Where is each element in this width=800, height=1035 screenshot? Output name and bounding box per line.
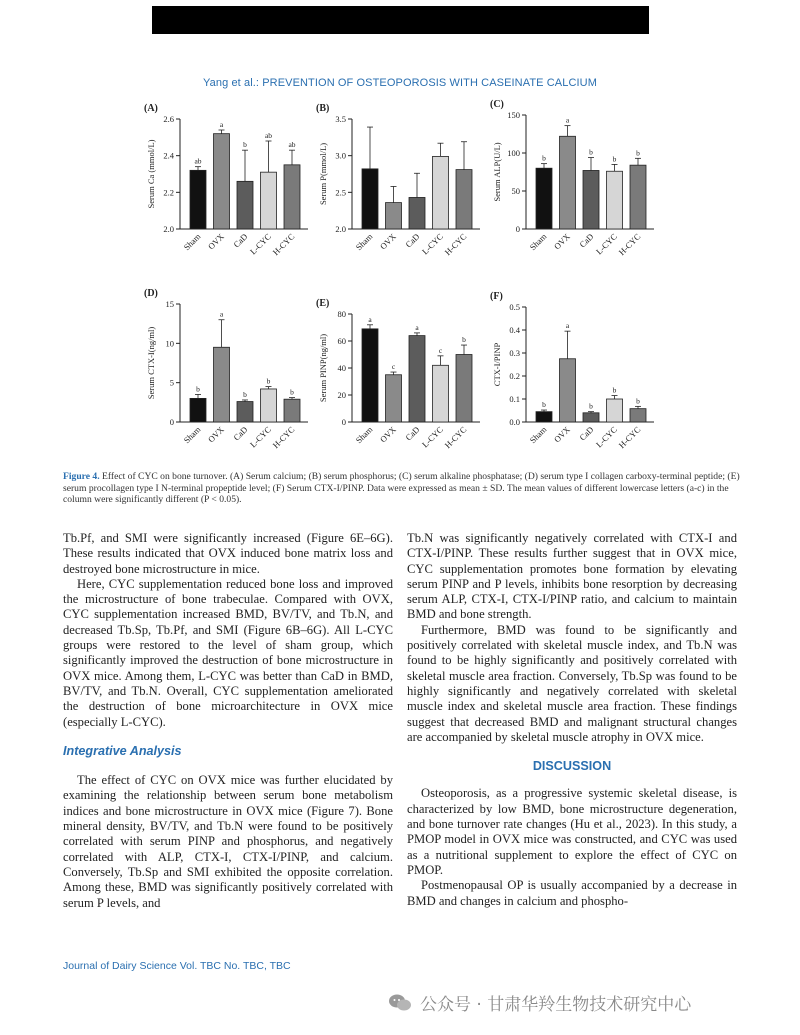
bar — [190, 170, 206, 229]
y-tick-label: 0 — [169, 417, 174, 427]
paragraph: Here, CYC supplementation reduced bone loss and improved the microstructure of bone trabeculae. Compared with OVX, CYC supplementation increased BMD, BV/TV, and Tb.N, and decreased Tb.Sp, Tb.Pf, and SMI (Figure 6B–6G). All L-CYC groups were restored to the level of sham group, which significantly improved the destruction of bone microstructure in OVX mice. Among them, L-CYC was better than CaD in BMD, BV/TV, and Tb.N. Overall, CYC supplementation ameliorated the destruction of bone microarchitecture in OVX mice (especially L-CYC). — [63, 576, 393, 729]
paragraph: Osteoporosis, as a progressive systemic skeletal disease, is characterized by low BMD, bone microstructure degeneration, and bone turnover rate changes (Hu et al., 2023). In this study, a PMOP model in OVX mice was constructed, and CYC was used as a nutritional supplement to explore the effect of CYC on PMOP. — [407, 786, 737, 877]
bar — [456, 170, 472, 229]
x-tick-label: CaD — [577, 231, 596, 250]
x-tick-label: OVX — [551, 424, 572, 445]
y-axis-label: Serum PINP(ng/ml) — [318, 333, 328, 403]
section-heading: Integrative Analysis — [63, 743, 182, 758]
bar — [433, 365, 449, 422]
significance-letter: b — [542, 153, 546, 163]
running-head: Yang et al.: PREVENTION OF OSTEOPOROSIS WITH CASEINATE CALCIUM — [203, 77, 597, 89]
x-tick-label: H-CYC — [442, 231, 469, 258]
bar — [560, 359, 576, 422]
significance-letter: b — [243, 140, 247, 150]
significance-letter: b — [612, 385, 617, 395]
bar — [190, 398, 206, 422]
y-tick-label: 60 — [337, 336, 346, 346]
bar — [536, 168, 552, 229]
bar — [362, 329, 378, 422]
bar — [583, 413, 599, 422]
right-column — [407, 531, 737, 909]
significance-letter: a — [565, 115, 570, 125]
paragraph: Furthermore, BMD was found to be significantly and positively correlated with skeletal muscle index, and Tb.N was found to be highly significantly and positively correlated with skeletal muscle area fraction. Conversely, Tb.Sp was found to be highly significantly and negatively correlated with skeletal muscle index and skeletal muscle area fraction. These findings suggest that decreased BMD and malignant structural changes are accompanied by skeletal muscle atrophy in OVX mice. — [407, 622, 737, 744]
x-tick-label: Sham — [181, 231, 203, 253]
y-tick-label: 0.1 — [509, 394, 520, 404]
y-tick-label: 0 — [515, 224, 520, 234]
bar — [456, 355, 472, 423]
significance-letter: b — [612, 154, 617, 164]
y-tick-label: 50 — [511, 186, 520, 196]
bar — [386, 203, 402, 229]
y-axis-label: Serum CTX-I(ng/ml) — [146, 326, 156, 400]
journal-footer: Journal of Dairy Science Vol. TBC No. TBC, TBC — [63, 960, 291, 972]
x-tick-label: L-CYC — [419, 231, 445, 257]
x-tick-label: OVX — [551, 231, 572, 252]
bar — [237, 181, 253, 229]
y-axis-label: CTX-I/PINP — [492, 342, 502, 387]
bar — [214, 134, 230, 229]
caption-label: Figure 4. — [63, 471, 100, 482]
y-axis-label: Serum P(mmol/L) — [318, 142, 328, 206]
significance-letter: b — [243, 389, 247, 399]
significance-letter: c — [438, 345, 443, 355]
bar — [284, 165, 300, 229]
x-tick-label: OVX — [377, 231, 398, 252]
panel-label: (C) — [490, 99, 504, 110]
significance-letter: ab — [194, 156, 202, 166]
y-tick-label: 0.4 — [509, 325, 520, 335]
panel-label: (B) — [316, 103, 330, 114]
bar — [214, 347, 230, 422]
bar — [536, 412, 552, 422]
y-tick-label: 0.5 — [509, 302, 520, 312]
bar — [630, 165, 646, 229]
x-tick-label: Sham — [181, 424, 203, 446]
significance-letter: b — [542, 400, 546, 410]
paragraph: The effect of CYC on OVX mice was further elucidated by examining the relationship between serum bone metabolism indices and bone microstructure in OVX mice (Figure 7). Bone mineral density, BV/TV, and Tb.N were found to be positively correlated with serum PINP and phosphorus, and negatively correlated with ALP, CTX-I, CTX-I/PINP, and calcium. Conversely, Tb.Sp and SMI exhibited the opposite correlation. Among these, BMD was significantly positively correlated with serum P levels, and — [63, 773, 393, 910]
bar — [583, 170, 599, 229]
x-tick-label: L-CYC — [247, 424, 273, 450]
significance-letter: b — [636, 396, 640, 406]
x-tick-label: CaD — [577, 424, 596, 443]
panel-label: (F) — [490, 291, 503, 302]
y-tick-label: 15 — [165, 299, 174, 309]
significance-letter: a — [219, 120, 224, 129]
x-tick-label: H-CYC — [442, 424, 469, 451]
y-tick-label: 2.6 — [163, 114, 174, 124]
x-tick-label: Sham — [353, 231, 375, 253]
bar — [607, 171, 623, 229]
bar — [409, 197, 425, 229]
x-tick-label: CaD — [403, 231, 422, 250]
y-tick-label: 3.5 — [335, 114, 346, 124]
y-tick-label: 80 — [337, 309, 346, 319]
y-tick-label: 2.0 — [163, 224, 174, 234]
x-tick-label: OVX — [377, 424, 398, 445]
bar — [607, 399, 623, 422]
bar — [261, 389, 277, 422]
y-tick-label: 20 — [337, 390, 346, 400]
x-tick-label: H-CYC — [270, 424, 297, 451]
bar — [630, 409, 646, 422]
x-tick-label: L-CYC — [247, 231, 273, 257]
y-tick-label: 10 — [165, 338, 174, 349]
y-tick-label: 0.0 — [509, 417, 520, 427]
bar — [433, 156, 449, 229]
significance-letter: b — [589, 401, 593, 411]
y-tick-label: 0.2 — [509, 371, 520, 381]
x-tick-label: CaD — [231, 231, 250, 250]
y-tick-label: 5 — [169, 377, 174, 388]
significance-letter: a — [368, 314, 372, 324]
bar — [261, 172, 277, 229]
section-heading: DISCUSSION — [532, 759, 612, 774]
paragraph: Tb.Pf, and SMI were significantly increased (Figure 6E–6G). These results indicated that OVX induced bone matrix loss and destroyed bone microstructure in mice. — [63, 531, 393, 576]
y-tick-label: 2.2 — [163, 187, 174, 198]
significance-letter: ab — [288, 140, 296, 150]
figure-4 — [0, 0, 800, 470]
paragraph: Postmenopausal OP is usually accompanied by a decrease in BMD and changes in calcium and phospho- — [407, 878, 737, 908]
y-tick-label: 100 — [507, 148, 520, 158]
caption-text: Effect of CYC on bone turnover. (A) Serum calcium; (B) serum phosphorus; (C) serum alkaline phosphatase; (D) serum type I collagen carboxy-terminal peptide; (E) serum procollagen type I N-terminal propeptide level; (F) Serum CTX-I/PINP. Data were expressed as mean ± SD. The mean values of different lowercase letters (a-c) in the column were significantly different (P < 0.05). — [63, 471, 740, 505]
y-tick-label: 2.5 — [335, 187, 346, 198]
y-tick-label: 40 — [337, 363, 346, 373]
figure-caption — [63, 471, 753, 506]
x-tick-label: CaD — [231, 424, 250, 443]
x-tick-label: OVX — [205, 424, 226, 445]
bar — [237, 402, 253, 422]
watermark-text: 公众号 · 甘肃华羚生物技术研究中心 — [420, 995, 692, 1015]
x-tick-label: OVX — [205, 231, 226, 252]
x-tick-label: H-CYC — [270, 231, 297, 258]
x-tick-label: H-CYC — [616, 424, 643, 451]
x-tick-label: Sham — [353, 424, 375, 446]
x-tick-label: Sham — [527, 231, 549, 253]
wechat-icon — [388, 993, 412, 1013]
bar — [409, 336, 425, 422]
significance-letter: ab — [264, 131, 273, 140]
x-tick-label: CaD — [403, 424, 422, 443]
significance-letter: a — [565, 321, 570, 331]
y-tick-label: 3.0 — [335, 150, 346, 161]
significance-letter: a — [415, 322, 419, 332]
y-axis-label: Serum ALP(U/L) — [492, 142, 502, 202]
significance-letter: b — [266, 376, 271, 386]
x-tick-label: L-CYC — [593, 231, 619, 257]
y-tick-label: 2.4 — [163, 150, 174, 161]
watermark — [388, 990, 691, 1015]
significance-letter: b — [290, 387, 294, 397]
bar — [362, 169, 378, 229]
y-tick-label: 0.3 — [509, 348, 520, 358]
panel-label: (A) — [144, 103, 158, 114]
significance-letter: b — [196, 384, 200, 394]
y-tick-label: 0 — [341, 417, 346, 427]
left-column — [63, 531, 393, 911]
bar — [560, 136, 576, 229]
y-axis-label: Serum Ca (mmol/L) — [146, 139, 156, 209]
x-tick-label: Sham — [527, 424, 549, 446]
significance-letter: b — [462, 335, 466, 345]
panel-label: (E) — [316, 298, 330, 309]
x-tick-label: L-CYC — [419, 424, 445, 450]
bar — [386, 375, 402, 422]
bar — [284, 399, 300, 422]
y-tick-label: 2.0 — [335, 224, 346, 234]
significance-letter: b — [636, 148, 640, 158]
x-tick-label: H-CYC — [616, 231, 643, 258]
panel-label: (D) — [144, 288, 158, 299]
significance-letter: a — [219, 309, 224, 319]
x-tick-label: L-CYC — [593, 424, 619, 450]
paragraph: Tb.N was significantly negatively correlated with CTX-I and CTX-I/PINP. These results further suggest that in OVX mice, CYC supplementation promotes bone formation by elevating serum PINP and P levels, inhibits bone resorption by decreasing serum ALP, CTX-I, CTX-I/PINP ratio, and calcium to maintain BMD and bone strength. — [407, 531, 737, 622]
significance-letter: c — [391, 362, 396, 372]
significance-letter: b — [589, 147, 593, 157]
y-tick-label: 150 — [507, 110, 520, 120]
